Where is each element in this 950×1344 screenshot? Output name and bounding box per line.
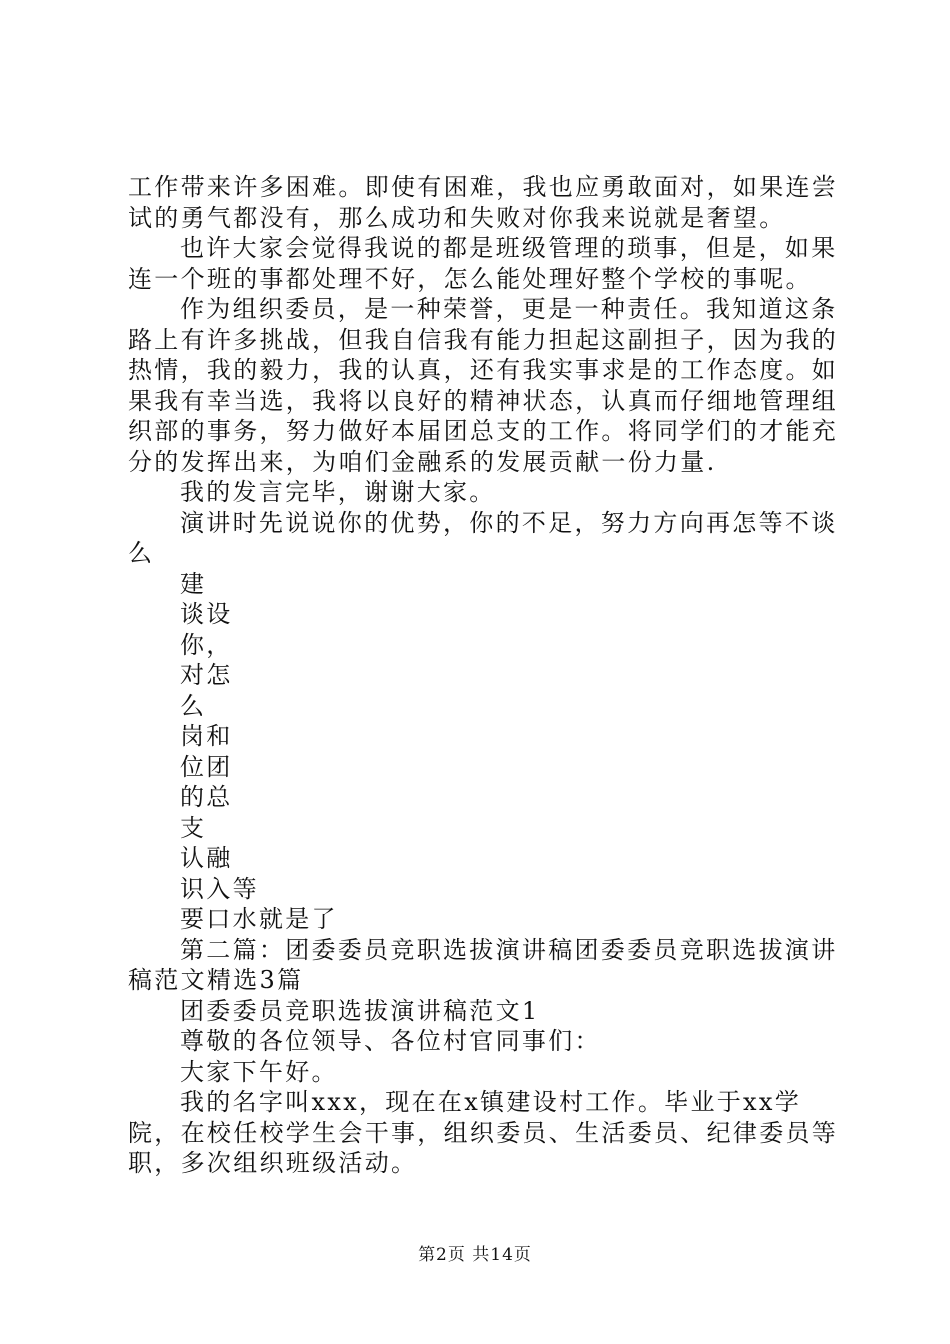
paragraph: 作为组织委员，是一种荣誉，更是一种责任。我知道这条路上有许多挑战，但我自信我有能力担起这副担子，因为我的热情，我的毅力，我的认真，还有我实事求是的工作态度。如果我有幸当选，我将以良好的精神状态，认真而仔细地管理组织部的事务，努力做好本届团总支的工作。将同学们的才能充分的发挥出来，为咱们金融系的发展贡献一份力量.: [128, 295, 839, 476]
paragraph: 岗和: [180, 722, 233, 750]
paragraph: 团委委员竞职选拔演讲稿范文1: [180, 996, 540, 1025]
paragraph: 建: [180, 569, 207, 598]
paragraph: 尊敬的各位领导、各位村官同事们：: [180, 1027, 601, 1055]
paragraph: 要口水就是了: [180, 905, 338, 933]
paragraph: 认融: [180, 844, 233, 872]
page-footer: 第2页 共14页: [418, 1245, 532, 1265]
paragraph: 大家下午好。: [180, 1057, 338, 1086]
paragraph: 支: [180, 813, 207, 842]
paragraph: 识入等: [180, 874, 259, 903]
paragraph: 谈设: [180, 600, 233, 628]
paragraph: 么: [180, 691, 207, 720]
document-body: [128, 172, 840, 1179]
paragraph: 对怎: [180, 661, 233, 689]
paragraph: 也许大家会觉得我说的都是班级管理的琐事，但是，如果连一个班的事都处理不好，怎么能处理好整个学校的事呢。: [128, 234, 838, 293]
paragraph: 演讲时先说说你的优势，你的不足，努力方向再怎等不谈么: [128, 508, 838, 567]
paragraph: 位团: [180, 752, 233, 781]
paragraph: 工作带来许多困难。即使有困难，我也应勇敢面对，如果连尝试的勇气都没有，那么成功和失败对你我来说就是奢望。: [128, 173, 839, 232]
paragraph: 我的发言完毕，谢谢大家。: [180, 478, 496, 506]
paragraph: 的总: [180, 783, 233, 811]
paragraph: 我的名字叫xxx，现在在x镇建设村工作。毕业于xx学院，在校任校学生会干事，组织委员、生活委员、纪律委员等职，多次组织班级活动。: [128, 1088, 839, 1177]
paragraph: 你，: [180, 630, 233, 659]
section-heading: 第二篇：团委委员竞职选拔演讲稿团委委员竞职选拔演讲稿范文精选3篇: [128, 935, 838, 994]
